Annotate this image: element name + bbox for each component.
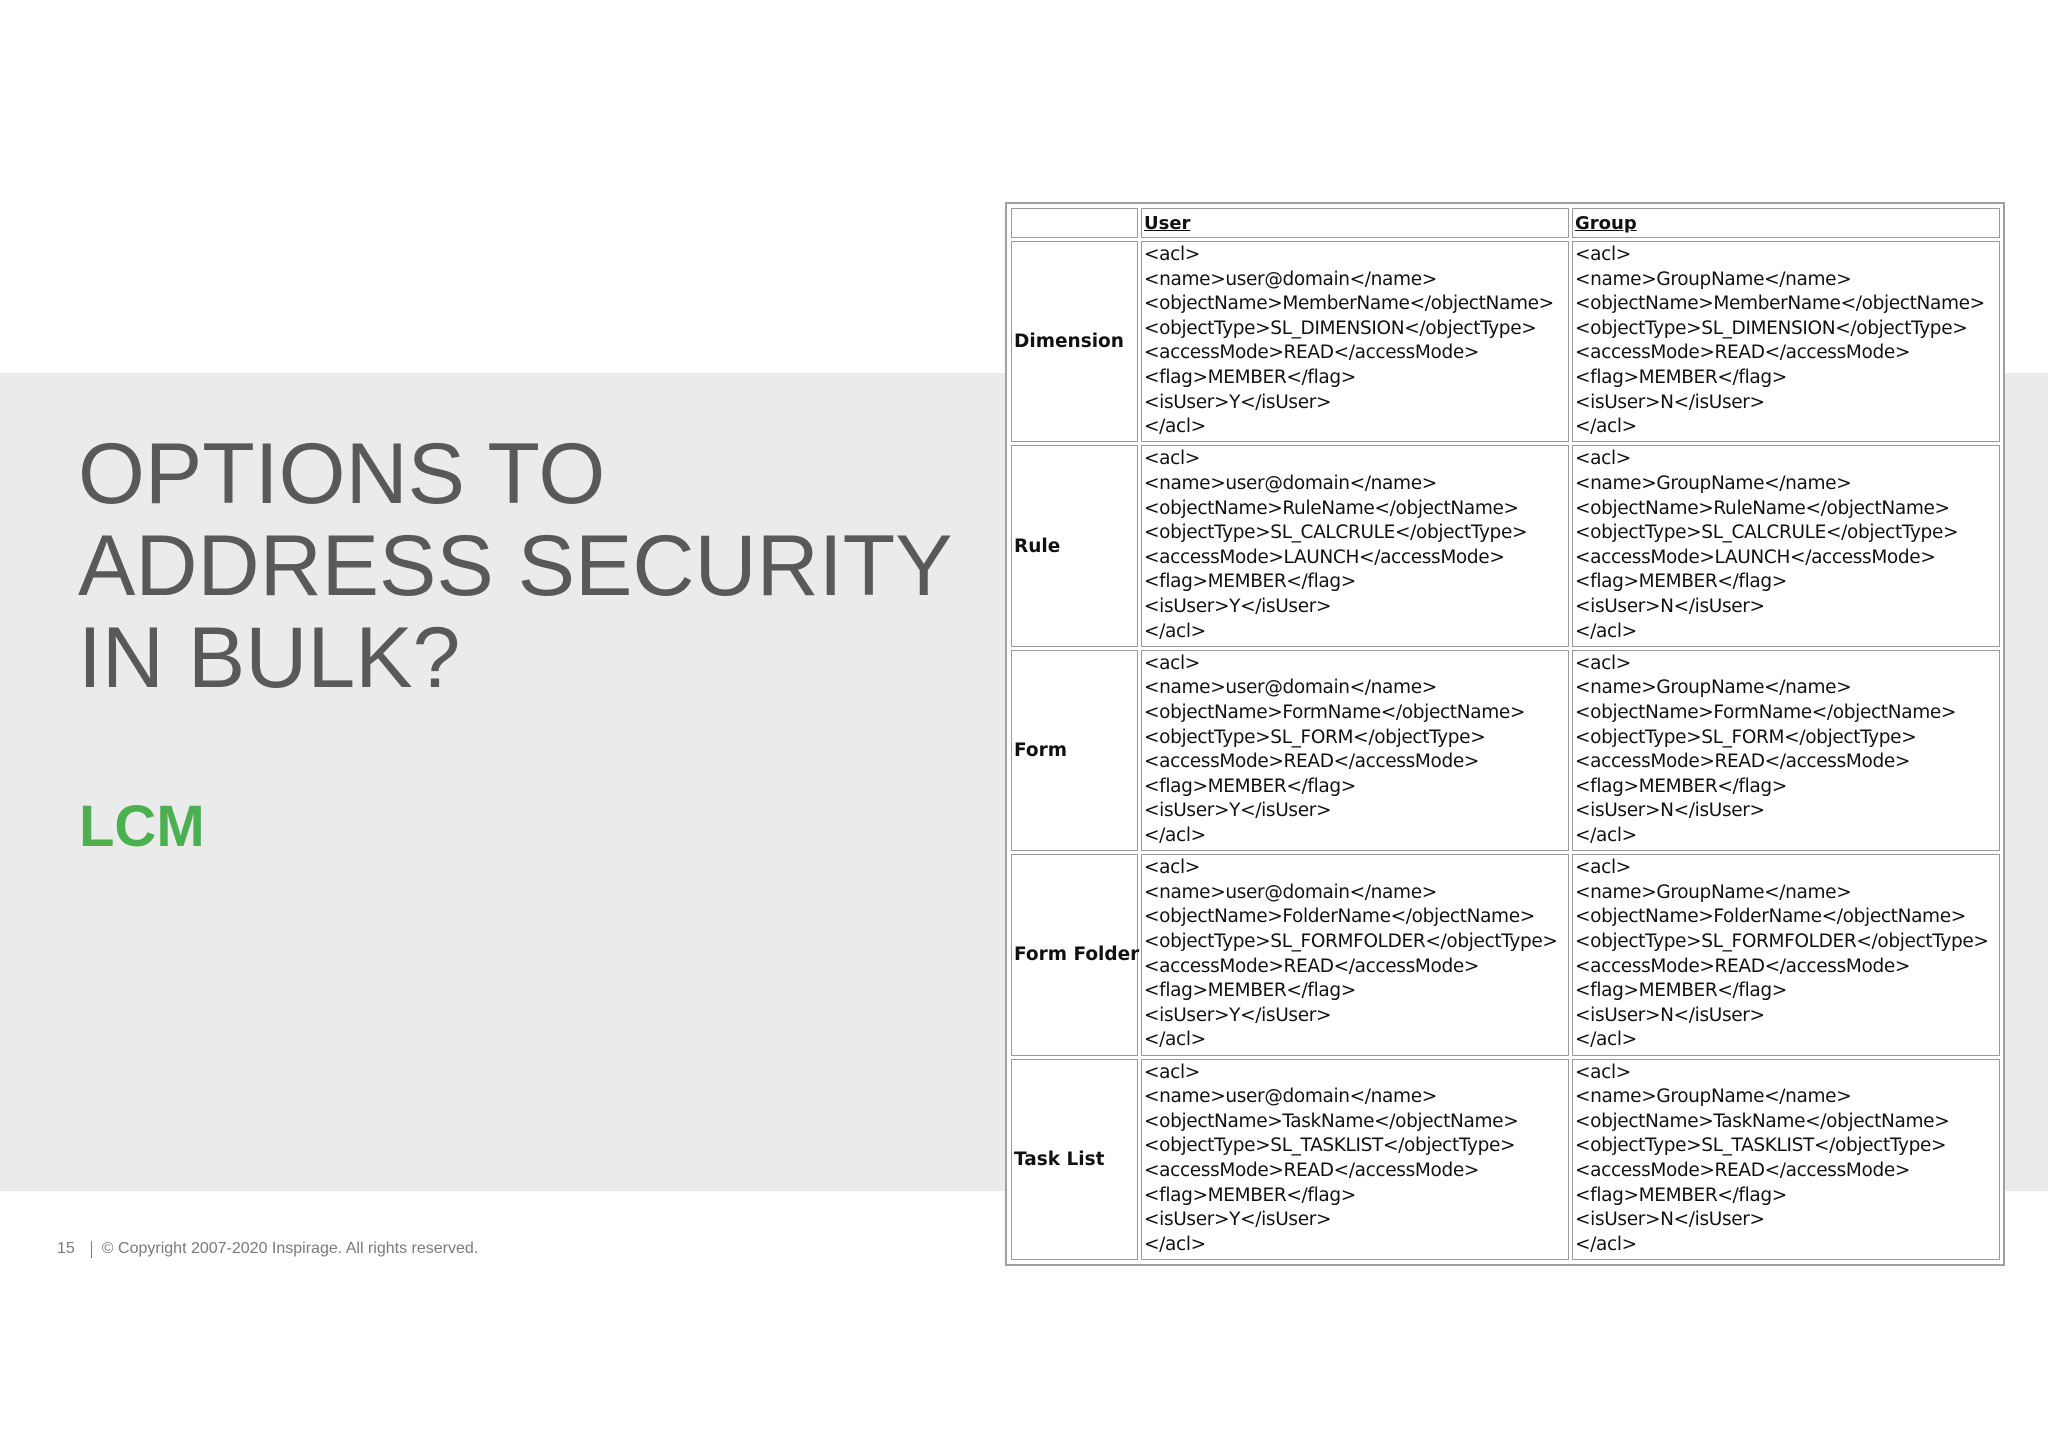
footer-divider: [91, 1241, 92, 1258]
table-row: [1011, 854, 2000, 1055]
table-row: [1011, 445, 2000, 646]
acl-table: [1008, 205, 2003, 1263]
header-cell-user: User: [1141, 208, 1569, 238]
page-number: 15: [57, 1240, 75, 1257]
user-acl-cell: <acl> <name>user@domain</name> <objectName>RuleName</objectName> <objectType>SL_CALCRULE</objectType> <accessMode>LAUNCH</accessMode> <flag>MEMBER</flag> <isUser>Y</isUser> </acl>: [1141, 445, 1569, 646]
copyright-text: © Copyright 2007-2020 Inspirage. All rights reserved.: [101, 1240, 479, 1257]
slide-title-line: IN BULK?: [78, 610, 461, 706]
user-acl-cell: <acl> <name>user@domain</name> <objectName>TaskName</objectName> <objectType>SL_TASKLIST</objectType> <accessMode>READ</accessMode> <flag>MEMBER</flag> <isUser>Y</isUser> </acl>: [1141, 1059, 1569, 1260]
table-row: [1011, 650, 2000, 851]
slide-title-line: OPTIONS TO: [78, 426, 606, 522]
acl-table-container: [1005, 202, 2005, 1266]
row-label: Rule: [1011, 445, 1138, 646]
header-cell-empty: [1011, 208, 1138, 238]
group-acl-cell: <acl> <name>GroupName</name> <objectName>FolderName</objectName> <objectType>SL_FORMFOLDER</objectType> <accessMode>READ</accessMode> <flag>MEMBER</flag> <isUser>N</isUser> </acl>: [1572, 854, 2000, 1055]
row-label: Form Folder: [1011, 854, 1138, 1055]
row-label: Task List: [1011, 1059, 1138, 1260]
slide-footer: [57, 1240, 478, 1258]
user-acl-cell: <acl> <name>user@domain</name> <objectName>FolderName</objectName> <objectType>SL_FORMFOLDER</objectType> <accessMode>READ</accessMode> <flag>MEMBER</flag> <isUser>Y</isUser> </acl>: [1141, 854, 1569, 1055]
group-acl-cell: <acl> <name>GroupName</name> <objectName>MemberName</objectName> <objectType>SL_DIMENSION</objectType> <accessMode>READ</accessMode> <flag>MEMBER</flag> <isUser>N</isUser> </acl>: [1572, 241, 2000, 442]
table-row: [1011, 1059, 2000, 1260]
row-label: Form: [1011, 650, 1138, 851]
slide-subtitle: LCM: [79, 794, 205, 859]
slide-title: [78, 428, 953, 704]
group-acl-cell: <acl> <name>GroupName</name> <objectName>RuleName</objectName> <objectType>SL_CALCRULE</objectType> <accessMode>LAUNCH</accessMode> <flag>MEMBER</flag> <isUser>N</isUser> </acl>: [1572, 445, 2000, 646]
table-header-row: [1011, 208, 2000, 238]
group-acl-cell: <acl> <name>GroupName</name> <objectName>FormName</objectName> <objectType>SL_FORM</objectType> <accessMode>READ</accessMode> <flag>MEMBER</flag> <isUser>N</isUser> </acl>: [1572, 650, 2000, 851]
user-acl-cell: <acl> <name>user@domain</name> <objectName>MemberName</objectName> <objectType>SL_DIMENSION</objectType> <accessMode>READ</accessMode> <flag>MEMBER</flag> <isUser>Y</isUser> </acl>: [1141, 241, 1569, 442]
user-acl-cell: <acl> <name>user@domain</name> <objectName>FormName</objectName> <objectType>SL_FORM</objectType> <accessMode>READ</accessMode> <flag>MEMBER</flag> <isUser>Y</isUser> </acl>: [1141, 650, 1569, 851]
table-row: [1011, 241, 2000, 442]
group-acl-cell: <acl> <name>GroupName</name> <objectName>TaskName</objectName> <objectType>SL_TASKLIST</objectType> <accessMode>READ</accessMode> <flag>MEMBER</flag> <isUser>N</isUser> </acl>: [1572, 1059, 2000, 1260]
slide-title-line: ADDRESS SECURITY: [78, 518, 953, 614]
header-cell-group: Group: [1572, 208, 2000, 238]
row-label: Dimension: [1011, 241, 1138, 442]
